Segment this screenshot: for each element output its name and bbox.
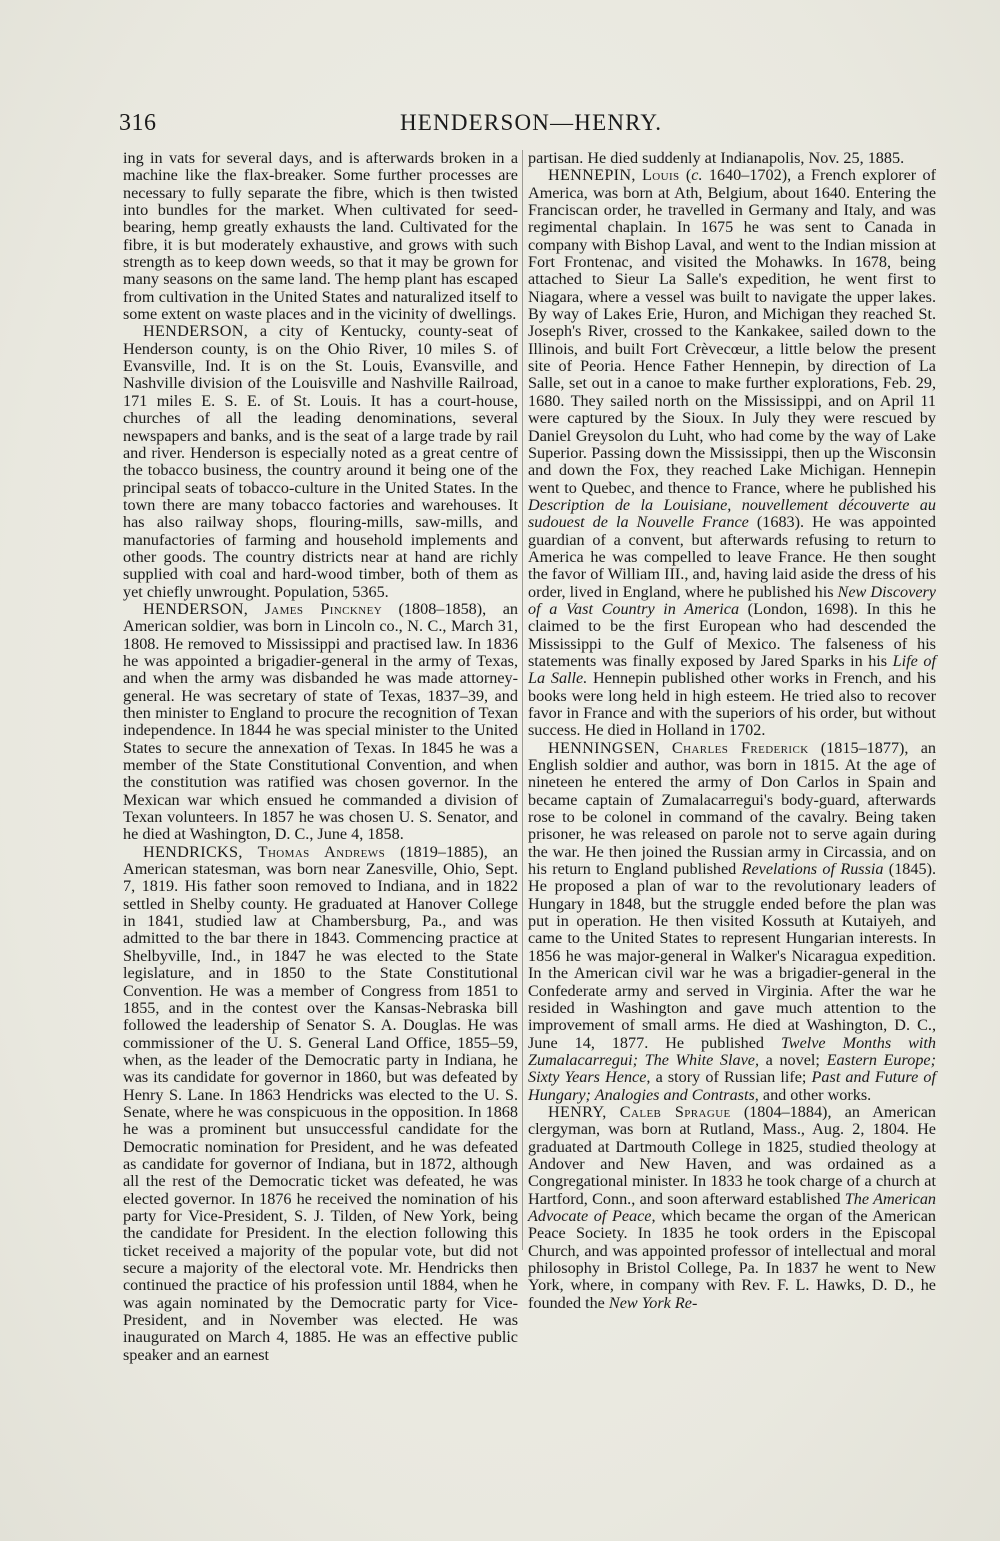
entry-text: (	[679, 166, 692, 185]
entry-text: (1808–1858), an American soldier, was born in Lincoln co., N. C., March 31, 1808. He removed to Mississippi and practised law. In 1836 he was appointed a brigadier-general in the army of Texas, and when the army was disbanded he was made attorney-general. He was secretary of state of Texas, 1837–39, and then minister to England to procure the recognition of Texan independence. In 1844 he was special minister to the United States to secure the annexation of Texas. In 1845 he was a member of the State Constitutional Convention, and when the constitution was ratified was chosen governor. In the Mexican war which ensued he commanded a division of Texan volunteers. In 1857 he was chosen U. S. Senator, and he died at Washington, D. C., June 4, 1858.	[123, 599, 518, 844]
entry-text: 1640–1702), a French explorer of America, was born at Ath, Belgium, about 1640. Entering the Franciscan order, he travelled in Germany and Italy, and was regimental chaplain. In 1675 he was sent to Canada in company with Bishop Laval, and went to the Indian mission at Fort Frontenac, and visited the Mohawks. In 1678, being attached to Sieur La Salle's expedition, he went first to Niagara, where a vessel was built to navigate the upper lakes. By way of Lakes Erie, Huron, and Michigan they reached St. Joseph's River, crossed to the Kankakee, sailed down to the Illinois, and built Fort Crèvecœur, a little below the present site of Peoria. Hence Father Hennepin, by direction of La Salle, set out in a canoe to make further explorations, Feb. 29, 1680. They sailed north on the Mississippi, and on April 11 were captured by the Sioux. In July they were rescued by Daniel Greysolon du Luht, who had come by the way of Lake Superior. Passing down the Mississippi, then up the Wisconsin and down the Fox, they reached Lake Michigan. Hennepin went to Quebec, and thence to France, where he published his	[528, 166, 936, 497]
entry-henningsen	[528, 740, 936, 1104]
book-title: New Discovery of a Vast Country in America	[528, 582, 936, 618]
book-title: Description de la Louisiane, nouvellement découverte au sudouest de la Nouvelle France	[528, 495, 936, 532]
column-divider	[522, 150, 523, 1250]
given-name: James Pinckney	[264, 599, 383, 618]
book-title: Past and Future of Hungary; Analogies and Contrasts,	[528, 1068, 936, 1104]
right-column	[528, 150, 936, 1312]
entry-text: a story of Russian life;	[650, 1068, 812, 1087]
entry-text: (1845). He proposed a plan of war to the revolutionary leaders of Hungary in 1848, but the struggle ended before the plan was put in operation. He then visited Kossuth at Kutaiyeh, and came to the United States to represent Hungarian interests. In 1856 he was major-general in Walker's Nicaragua expedition. In the American civil war he was a brigadier-general in the Confederate army and served in Virginia. After the war he resided in Washington and gave much attention to the improvement of small arms. He died at Washington, D. C., June 14, 1877. He published	[528, 860, 937, 1052]
headword: HENNEPIN,	[548, 166, 636, 185]
entry-text: a city of Kentucky, county-seat of Henderson county, is on the Ohio River, 10 miles S. of Evansville, Ind. It is on the St. Louis, Evansville, and Nashville division of the Louisville and Nashville Railroad, 171 miles E. S. E. of St. Louis. It has a court-house, churches of all the leading denominations, several newspapers and banks, and is the seat of a large trade by rail and river. Henderson is especially noted as a great centre of the tobacco business, the country around it being one of the principal seats of tobacco-culture in the United States. In the town there are many tobacco factories and warehouses. It has also railway shops, flouring-mills, saw-mills, and manufactories of farming and household implements and other goods. The country districts near at hand are richly supplied with coal and hard-wood timber, both of them as yet chiefly unwrought. Population, 5365.	[123, 322, 518, 601]
book-title: New York Re-	[608, 1293, 698, 1312]
entry-henderson-city	[123, 323, 518, 601]
book-title: Life of La Salle.	[528, 651, 936, 688]
book-title: Eastern Europe; Sixty Years Hence,	[528, 1050, 936, 1087]
hemp-continuation: ing in vats for several days, and is afterwards broken in a machine like the flax-breaker. Some further processes are necessary to fully separate the fibre, which is then twisted into bundles for the market. When cultivated for seed-bearing, hemp greatly exhausts the land. Cultivated for the fibre, it is but moderately exhaustive, and grows with such strength as to keep down weeds, so that it may be grown for many seasons on the same land. The hemp plant has escaped from cultivation in the United States and naturalized itself to some extent on waste places and in the vicinity of dwellings.	[123, 149, 518, 324]
entry-text: and other works.	[758, 1085, 872, 1104]
hendricks-continuation: partisan. He died suddenly at Indianapolis, Nov. 25, 1885.	[528, 149, 905, 167]
headword: HENDRICKS,	[143, 842, 243, 861]
given-name: Thomas Andrews	[257, 842, 386, 861]
circa: c.	[691, 166, 703, 185]
headword: HENRY,	[548, 1102, 607, 1121]
entry-text: (1819–1885), an American statesman, was born near Zanesville, Ohio, Sept. 7, 1819. His father soon removed to Indiana, and in 1822 settled in Shelby county. He graduated at Hanover College in 1841, studied law at Chambersburg, Pa., and was admitted to the bar there in 1843. Commencing practice at Shelbyville, Ind., in 1847 he was elected to the State legislature, and in 1850 to the State Constitutional Convention. He was a member of Congress from 1851 to 1855, and in the contest over the Kansas-Nebraska bill followed the leadership of Senator S. A. Douglas. He was commissioner of the U. S. General Land Office, 1855–59, when, as the leader of the Democratic party in Indiana, he was its candidate for governor in 1860, but was defeated by Henry S. Lane. In 1863 Hendricks was elected to the U. S. Senate, where he was conspicuous in the opposition. In 1868 he was a prominent but unsuccessful candidate for the Democratic nomination for President, and he was defeated as candidate for governor of Indiana, but in 1872, although all the rest of the Democratic ticket was defeated, he was elected governor. In 1876 he received the nomination of his party for Vice-President, S. J. Tilden, of New York, being the candidate for President. In the election following this ticket received a majority of the popular vote, but did not secure a majority of the electoral vote. Mr. Hendricks then continued the practice of his profession until 1884, when he was again nominated by the Democratic party for Vice-President, and in November was elected. He was inaugurated on March 4, 1885. He was an effective public speaker and an earnest	[123, 842, 519, 1364]
given-name: Caleb Sprague	[619, 1102, 731, 1121]
book-title: Revelations of Russia	[741, 860, 884, 879]
given-name: Louis	[642, 166, 680, 185]
entry-text: Hennepin published other works in French, and his books were long held in high esteem. He tried also to recover favor in France and with the superiors of his order, but without success. He died in Holland in 1702.	[528, 669, 936, 740]
entry-henderson-james	[123, 601, 518, 844]
entry-hennepin	[528, 167, 936, 739]
entry-text: (London, 1698). In this he claimed to be the first European who had descended the Mississippi to the Gulf of Mexico. The falseness of his statements was finally exposed by Jared Sparks in his	[528, 599, 936, 670]
entry-hendricks	[123, 844, 518, 1364]
headword: HENNINGSEN,	[548, 738, 660, 757]
running-head: HENDERSON—HENRY.	[400, 110, 663, 135]
headword: HENDERSON,	[143, 322, 249, 341]
entry-text: which became the organ of the American Peace Society. In 1835 he took orders in the Episcopal Church, and was appointed professor of intellectual and moral philosophy in Bristol College, Pa. In 1837 he went to New York, where, in company with Rev. F. L. Hawks, D. D., he founded the	[528, 1206, 936, 1312]
page-number: 316	[119, 110, 157, 136]
book-title: Twelve Months with Zumalacarregui; The White Slave,	[528, 1033, 936, 1069]
entry-henry	[528, 1104, 936, 1312]
entry-text: (1804–1884), an American clergyman, was born at Rutland, Mass., Aug. 2, 1804. He graduated at Dartmouth College in 1825, studied theology at Andover and New Haven, and was ordained as a Congregational minister. In 1833 he took charge of a church at Hartford, Conn., and soon afterward established	[528, 1102, 937, 1208]
entry-text: a novel;	[759, 1050, 827, 1069]
headword: HENDERSON,	[143, 599, 249, 618]
entry-text: (1815–1877), an English soldier and author, was born in 1815. At the age of nineteen he entered the army of Don Carlos in Spain and became captain of Zumalacarregui's body-guard, afterwards rose to be colonel in command of the cavalry. Being taken prisoner, he was released on parole not to serve again during the war. He then joined the Russian army in Circassia, and on his return to England published	[528, 738, 937, 879]
given-name: Charles Frederick	[671, 738, 809, 757]
left-column	[123, 150, 518, 1364]
book-title: The American Advocate of Peace,	[528, 1189, 937, 1225]
entry-text: (1683). He was appointed guardian of a convent, but afterwards refusing to return to America he was compelled to leave France. He then sought the favor of William III., and, having laid aside the dress of his order, lived in England, where he published his	[528, 513, 936, 601]
